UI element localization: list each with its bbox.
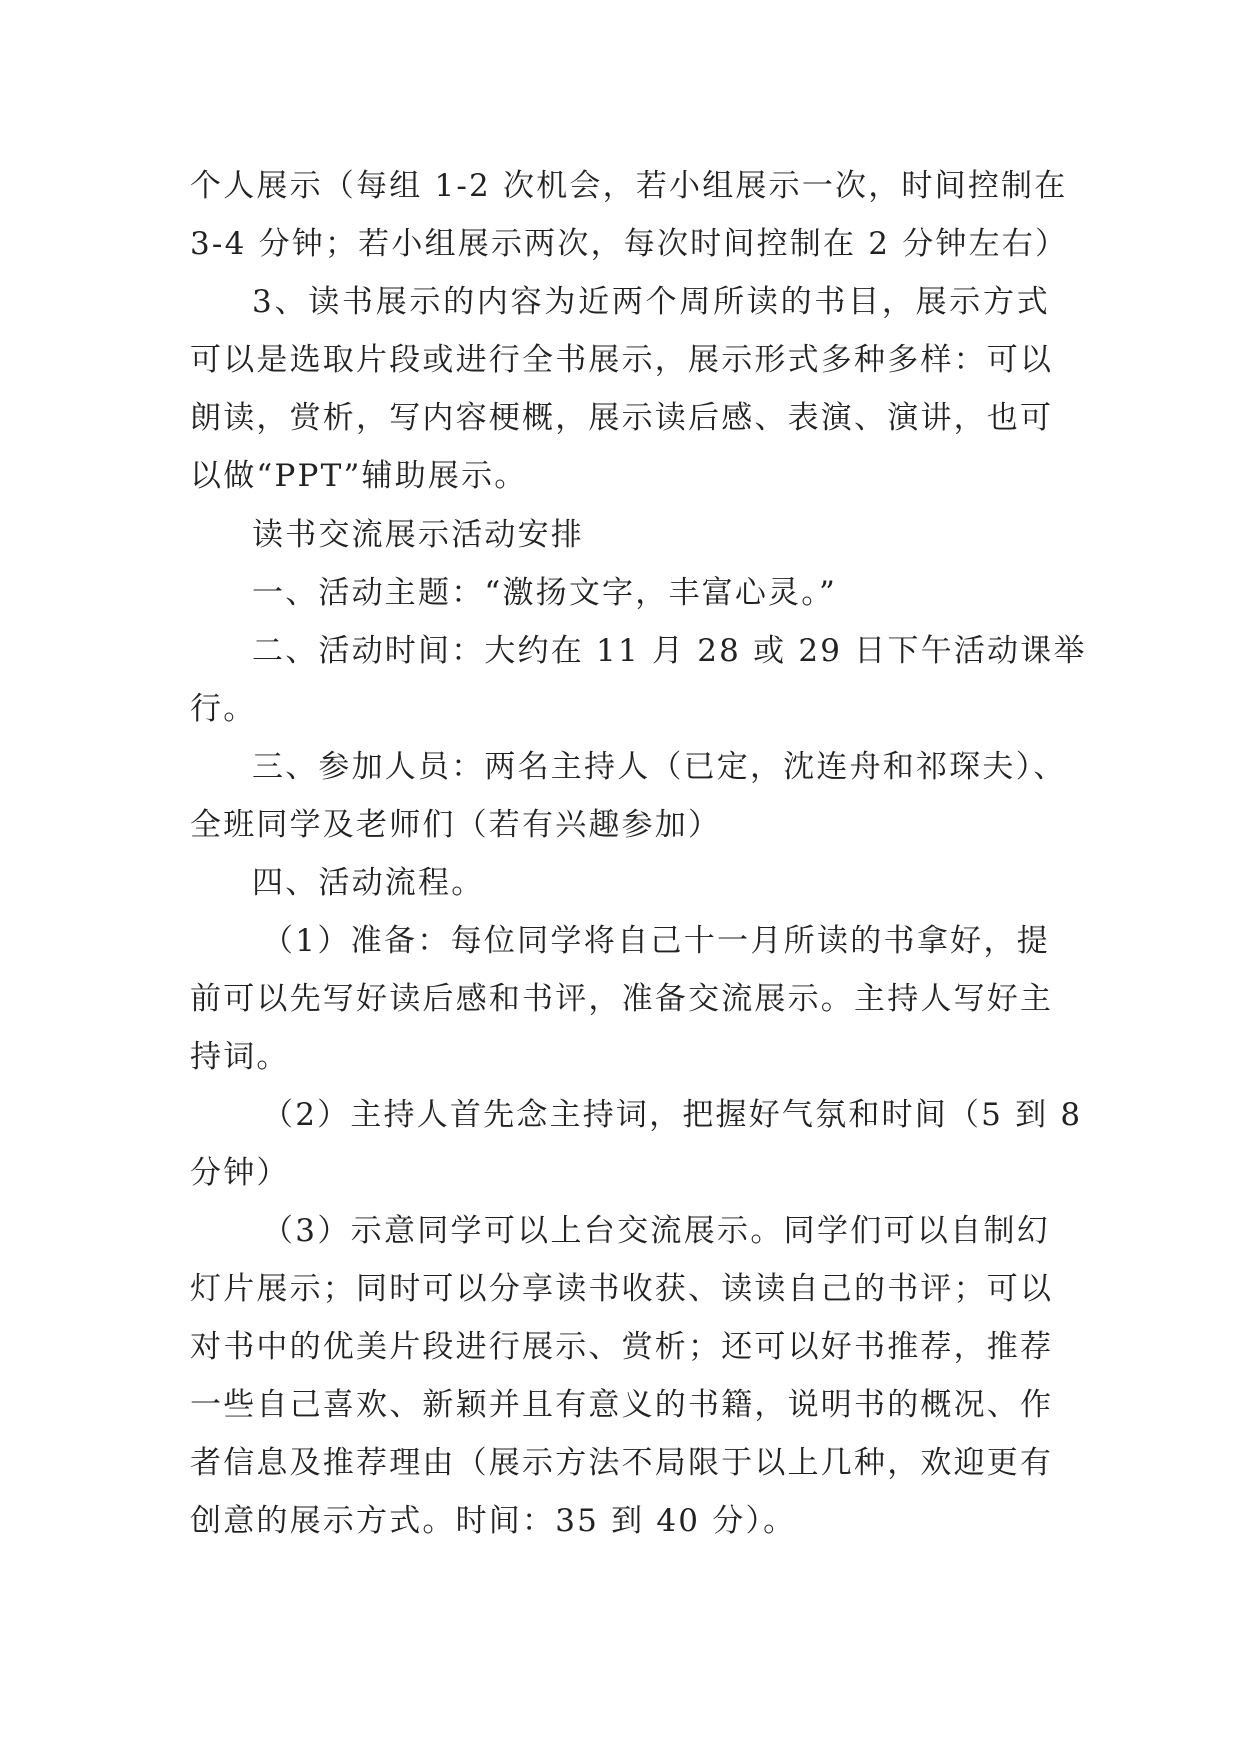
activity-theme: 一、活动主题：“激扬文字，丰富心灵。”	[252, 575, 837, 611]
text-line: 以做“PPT”辅助展示。	[190, 458, 528, 494]
paragraph-line: 3、读书展示的内容为近两个周所读的书目，展示方式	[252, 284, 1050, 320]
text-line: 行。	[190, 691, 257, 727]
text-line: 全班同学及老师们（若有兴趣参加）	[190, 807, 722, 843]
text-line: 对书中的优美片段进行展示、赏析；还可以好书推荐，推荐	[190, 1329, 1054, 1365]
text-line: 前可以先写好读后感和书评，准备交流展示。主持人写好主	[190, 981, 1054, 1017]
text-line: 朗读，赏析，写内容梗概，展示读后感、表演、演讲，也可	[190, 400, 1054, 436]
participants: 三、参加人员：两名主持人（已定，沈连舟和祁琛夫）、	[252, 749, 1067, 785]
text-line: 分钟）	[190, 1155, 290, 1191]
text-line: 个人展示（每组 1-2 次机会，若小组展示一次，时间控制在	[190, 168, 1068, 204]
text-line: 一些自己喜欢、新颖并且有意义的书籍，说明书的概况、作	[190, 1387, 1054, 1423]
text-line: 灯片展示；同时可以分享读书收获、读读自己的书评；可以	[190, 1271, 1054, 1307]
text-line: 持词。	[190, 1039, 290, 1075]
activity-process: 四、活动流程。	[252, 865, 485, 901]
step-1: （1）准备：每位同学将自己十一月所读的书拿好，提	[262, 923, 1050, 959]
step-3: （3）示意同学可以上台交流展示。同学们可以自制幻	[262, 1213, 1050, 1249]
text-line: 创意的展示方式。时间：35 到 40 分）。	[190, 1503, 797, 1539]
text-line: 可以是选取片段或进行全书展示，展示形式多种多样：可以	[190, 342, 1054, 378]
step-2: （2）主持人首先念主持词，把握好气氛和时间（5 到 8	[262, 1097, 1083, 1133]
text-line: 3-4 分钟；若小组展示两次，每次时间控制在 2 分钟左右）	[190, 226, 1069, 262]
text-line: 者信息及推荐理由（展示方法不局限于以上几种，欢迎更有	[190, 1445, 1054, 1481]
section-heading: 读书交流展示活动安排	[252, 517, 584, 553]
activity-time: 二、活动时间：大约在 11 月 28 或 29 日下午活动课举	[252, 633, 1087, 669]
